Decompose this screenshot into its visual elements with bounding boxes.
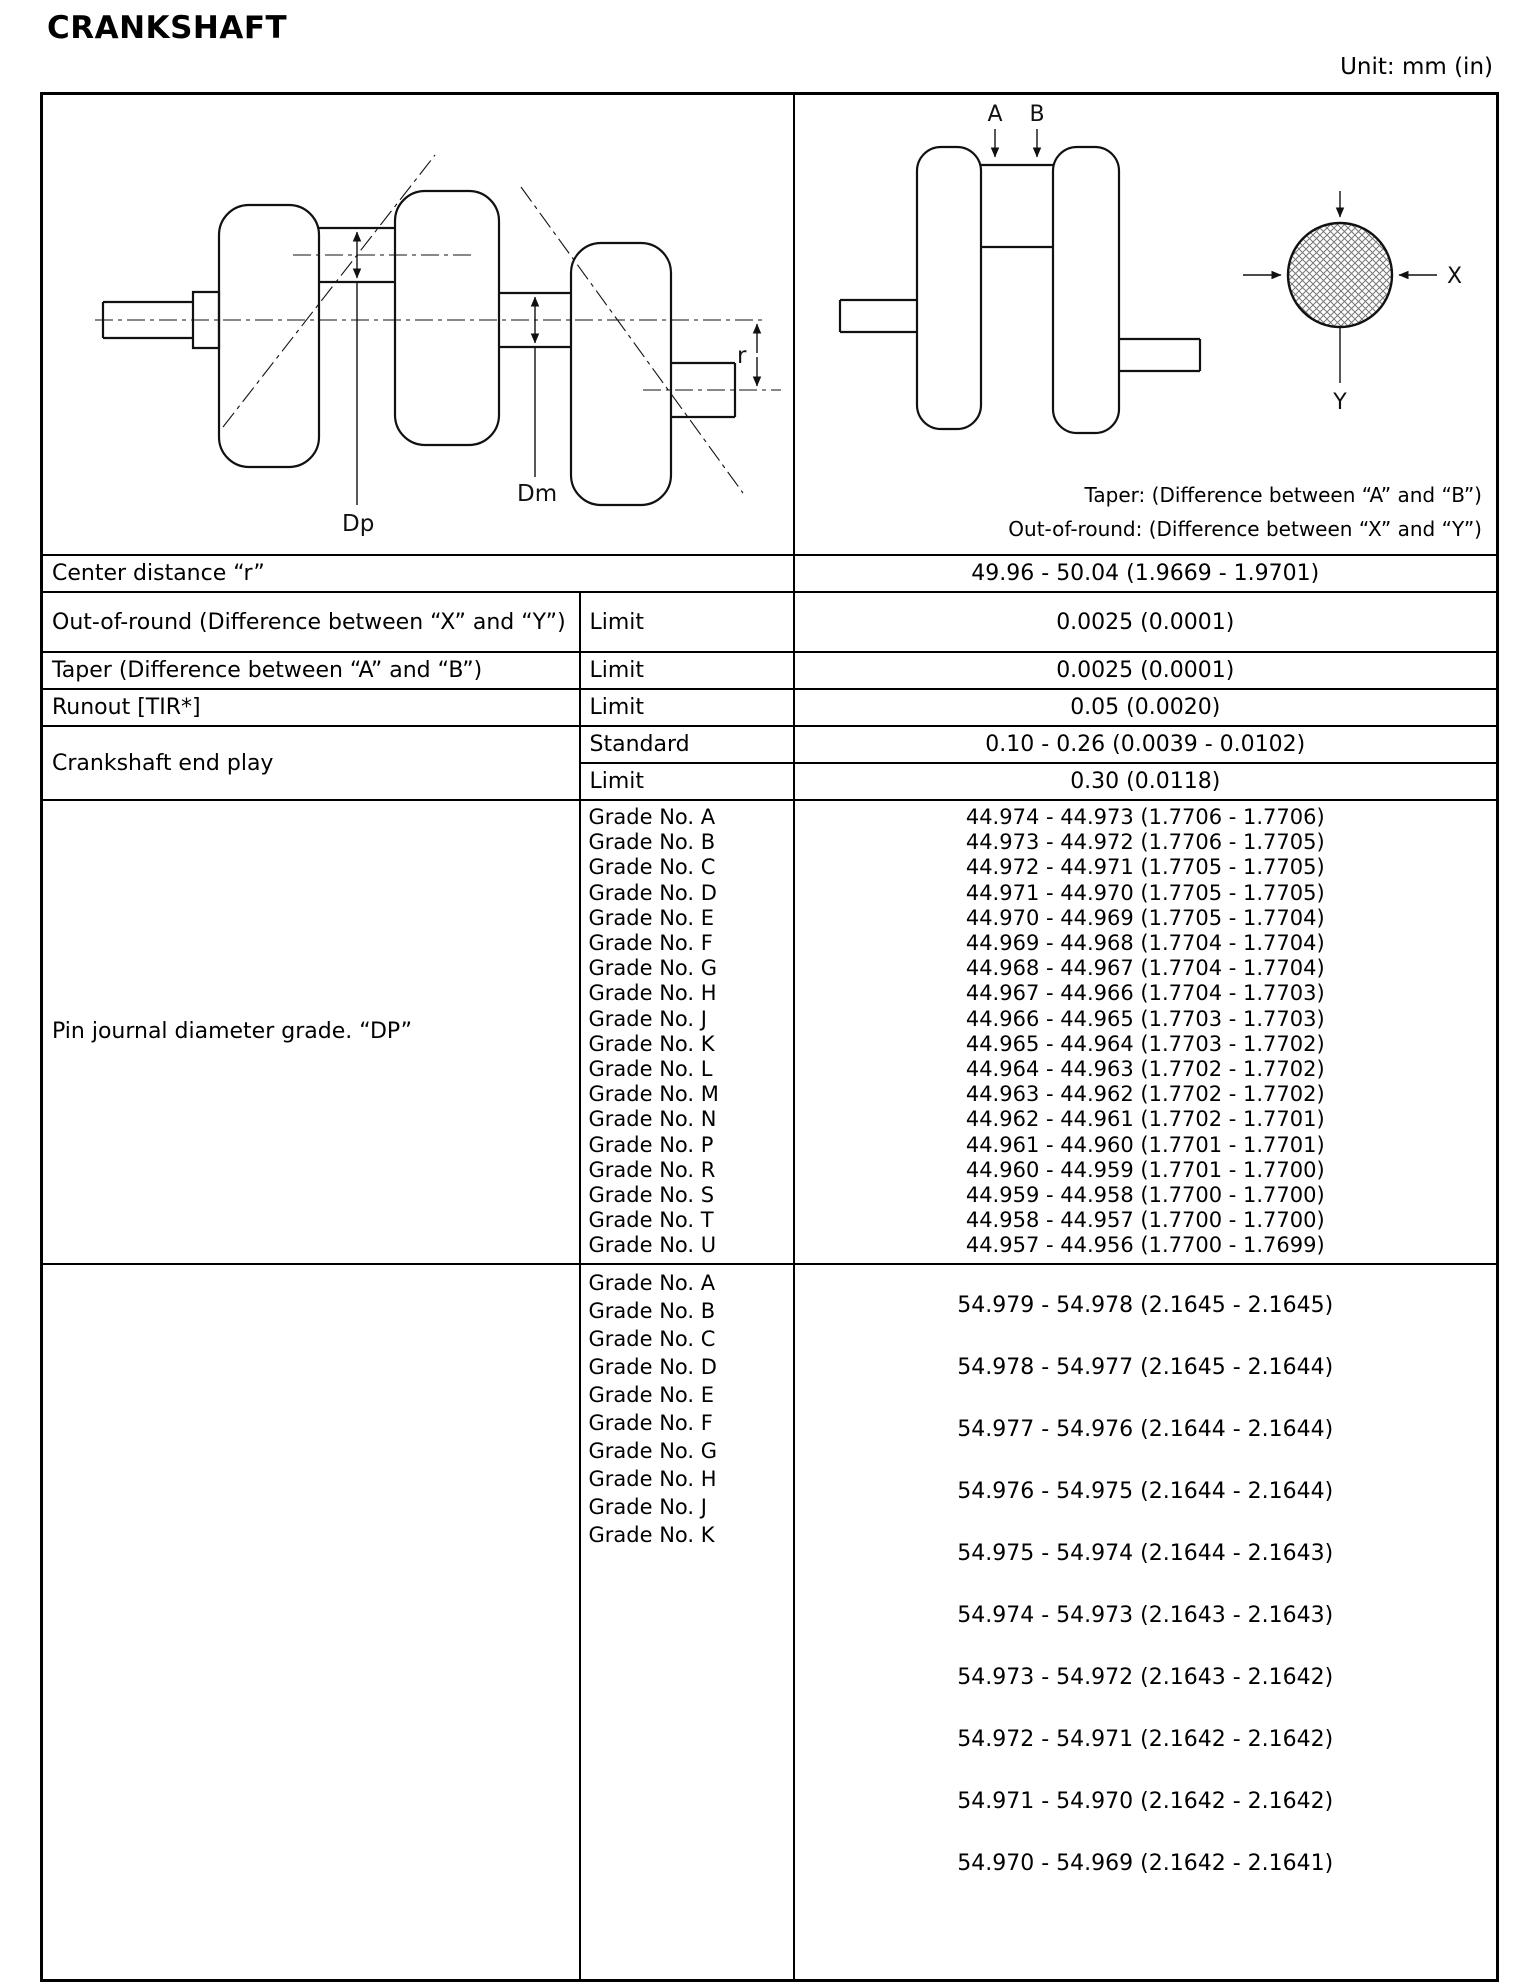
grade-label: Grade No. K xyxy=(588,1031,715,1056)
crank-web-1 xyxy=(917,147,981,429)
crank-web-2 xyxy=(1053,147,1119,433)
grade-label: Grade No. J xyxy=(588,1494,707,1519)
grade-label: Grade No. T xyxy=(588,1208,714,1233)
row-value: 0.05 (0.0020) xyxy=(794,689,1498,726)
grade-label: Grade No. E xyxy=(588,905,715,930)
grade-value: 44.968 - 44.967 (1.7704 - 1.7704) xyxy=(965,956,1325,981)
grade-value: 44.971 - 44.970 (1.7705 - 1.7705) xyxy=(965,880,1325,905)
grade-value: 54.971 - 54.970 (2.1642 - 2.1642) xyxy=(957,1788,1334,1814)
right-shaft xyxy=(1119,339,1200,371)
grade-label: Grade No. A xyxy=(588,1270,716,1295)
r-dimension-label: r xyxy=(737,343,747,369)
grade-value: 44.959 - 44.958 (1.7700 - 1.7700) xyxy=(965,1183,1325,1208)
taper-note: Taper: (Difference between “A” and “B”) xyxy=(1084,483,1482,507)
pin-grade-value-list xyxy=(794,800,1498,1264)
grade-value: 44.967 - 44.966 (1.7704 - 1.7703) xyxy=(965,981,1325,1006)
diagram-row xyxy=(42,94,1498,556)
row-value: 0.0025 (0.0001) xyxy=(794,652,1498,689)
measured-pin-journal xyxy=(981,165,1053,247)
row-qualifier: Limit xyxy=(580,689,794,726)
grade-value: 54.977 - 54.976 (2.1644 - 2.1644) xyxy=(957,1416,1334,1442)
pin-grade-label-list xyxy=(580,800,794,1264)
section-label xyxy=(42,1264,580,1981)
grade-label: Grade No. A xyxy=(588,805,716,829)
grade-value: 54.975 - 54.974 (2.1644 - 2.1643) xyxy=(957,1540,1334,1566)
out-of-round-y-label: Y xyxy=(1332,390,1347,415)
grade-label: Grade No. U xyxy=(588,1233,717,1258)
out-of-round-x-label: X xyxy=(1446,264,1462,289)
left-shaft xyxy=(840,300,917,332)
grade-value: 54.978 - 54.977 (2.1645 - 2.1644) xyxy=(957,1354,1334,1380)
crankshaft-dimension-diagram xyxy=(42,94,794,556)
grade-value: 44.966 - 44.965 (1.7703 - 1.7703) xyxy=(965,1006,1325,1031)
grade-label: Grade No. H xyxy=(588,981,717,1006)
row-label: Crankshaft end play xyxy=(42,726,580,800)
grade-value: 44.957 - 44.956 (1.7700 - 1.7699) xyxy=(965,1233,1325,1258)
taper-a-label: A xyxy=(986,102,1003,127)
row-value: 0.10 - 0.26 (0.0039 - 0.0102) xyxy=(794,726,1498,763)
counterweight-web-2 xyxy=(395,191,499,445)
grade-label: Grade No. M xyxy=(588,1082,719,1107)
grade-value: 44.972 - 44.971 (1.7705 - 1.7705) xyxy=(965,855,1325,880)
grade-value: 54.979 - 54.978 (2.1645 - 2.1645) xyxy=(957,1292,1334,1318)
grade-label: Grade No. L xyxy=(588,1057,713,1082)
row-qualifier: Limit xyxy=(580,763,794,800)
grade-value: 54.972 - 54.971 (2.1642 - 2.1642) xyxy=(957,1726,1334,1752)
diagram-notes xyxy=(1008,478,1482,546)
grade-label: Grade No. D xyxy=(588,880,717,905)
dm-dimension-label: Dm xyxy=(517,481,558,507)
grade-value: 44.960 - 44.959 (1.7701 - 1.7700) xyxy=(965,1157,1325,1182)
grade-value: 44.973 - 44.972 (1.7706 - 1.7705) xyxy=(965,830,1325,855)
grade-label: Grade No. G xyxy=(588,1438,718,1463)
counterweight-web-1 xyxy=(219,205,319,467)
crankshaft-side-view-drawing xyxy=(43,95,794,548)
dp-dimension-label: Dp xyxy=(342,511,375,537)
grade-label: Grade No. G xyxy=(588,956,718,981)
row-label: Out-of-round (Difference between “X” and “Y”) xyxy=(42,592,580,652)
grade-value: 44.965 - 44.964 (1.7703 - 1.7702) xyxy=(965,1031,1325,1056)
grade-label: Grade No. D xyxy=(588,1354,717,1379)
end-play-standard-row xyxy=(42,726,1498,763)
grade-value: 44.961 - 44.960 (1.7701 - 1.7701) xyxy=(965,1132,1325,1157)
grade-label: Grade No. E xyxy=(588,1382,715,1407)
main-journal-grade-section xyxy=(42,1264,1498,1981)
grade-label: Grade No. F xyxy=(588,931,713,956)
grade-label: Grade No. C xyxy=(588,1326,716,1351)
grade-label: Grade No. P xyxy=(588,1132,714,1157)
row-qualifier: Limit xyxy=(580,592,794,652)
unit-label: Unit: mm (in) xyxy=(1340,54,1493,80)
row-value: 0.0025 (0.0001) xyxy=(794,592,1498,652)
grade-label: Grade No. S xyxy=(588,1183,715,1208)
row-value: 0.30 (0.0118) xyxy=(794,763,1498,800)
crankshaft-spec-table xyxy=(40,92,1499,1982)
grade-value: 44.962 - 44.961 (1.7702 - 1.7701) xyxy=(965,1107,1325,1132)
grade-label: Grade No. B xyxy=(588,1298,716,1323)
section-label: Pin journal diameter grade. “DP” xyxy=(42,800,580,1264)
taper-b-label: B xyxy=(1028,102,1045,127)
row-label: Center distance “r” xyxy=(42,555,794,592)
row-label: Runout [TIR*] xyxy=(42,689,580,726)
web-diagonal-centerline xyxy=(223,155,435,427)
row-value: 49.96 - 50.04 (1.9669 - 1.9701) xyxy=(794,555,1498,592)
row-label: Taper (Difference between “A” and “B”) xyxy=(42,652,580,689)
grade-label: Grade No. R xyxy=(588,1157,716,1182)
grade-label: Grade No. N xyxy=(588,1107,717,1132)
grade-value: 44.969 - 44.968 (1.7704 - 1.7704) xyxy=(965,931,1325,956)
grade-value: 54.974 - 54.973 (2.1643 - 2.1643) xyxy=(957,1602,1334,1628)
grade-label: Grade No. C xyxy=(588,855,716,880)
grade-value: 54.973 - 54.972 (2.1643 - 2.1642) xyxy=(957,1664,1334,1690)
grade-value: 54.976 - 54.975 (2.1644 - 2.1644) xyxy=(957,1478,1334,1504)
web-diagonal-centerline xyxy=(521,187,743,493)
grade-label: Grade No. B xyxy=(588,830,716,855)
grade-label: Grade No. J xyxy=(588,1006,707,1031)
grade-label: Grade No. F xyxy=(588,1410,713,1435)
grade-value: 44.964 - 44.963 (1.7702 - 1.7702) xyxy=(965,1057,1325,1082)
center-distance-row xyxy=(42,555,1498,592)
main-grade-value-list xyxy=(794,1264,1498,1981)
taper-row xyxy=(42,652,1498,689)
runout-row xyxy=(42,689,1498,726)
main-grade-label-list xyxy=(580,1264,794,1981)
out-of-round-row xyxy=(42,592,1498,652)
page-title: CRANKSHAFT xyxy=(47,10,288,46)
grade-value: 44.974 - 44.973 (1.7706 - 1.7706) xyxy=(965,805,1325,829)
left-stub-shaft xyxy=(103,302,193,338)
journal-taper-round-drawing xyxy=(795,95,1495,435)
grade-value: 54.970 - 54.969 (2.1642 - 2.1641) xyxy=(957,1850,1334,1876)
grade-value: 44.970 - 44.969 (1.7705 - 1.7704) xyxy=(965,905,1325,930)
row-qualifier: Standard xyxy=(580,726,794,763)
pin-journal-grade-section xyxy=(42,800,1498,1264)
out-of-round-note: Out-of-round: (Difference between “X” and “Y”) xyxy=(1008,517,1482,541)
grade-value: 44.963 - 44.962 (1.7702 - 1.7702) xyxy=(965,1082,1325,1107)
journal-cross-section xyxy=(1288,223,1392,327)
row-qualifier: Limit xyxy=(580,652,794,689)
grade-label: Grade No. H xyxy=(588,1466,717,1491)
journal-measurement-diagram xyxy=(794,94,1498,556)
grade-value: 44.958 - 44.957 (1.7700 - 1.7700) xyxy=(965,1208,1325,1233)
grade-label: Grade No. K xyxy=(588,1522,715,1547)
